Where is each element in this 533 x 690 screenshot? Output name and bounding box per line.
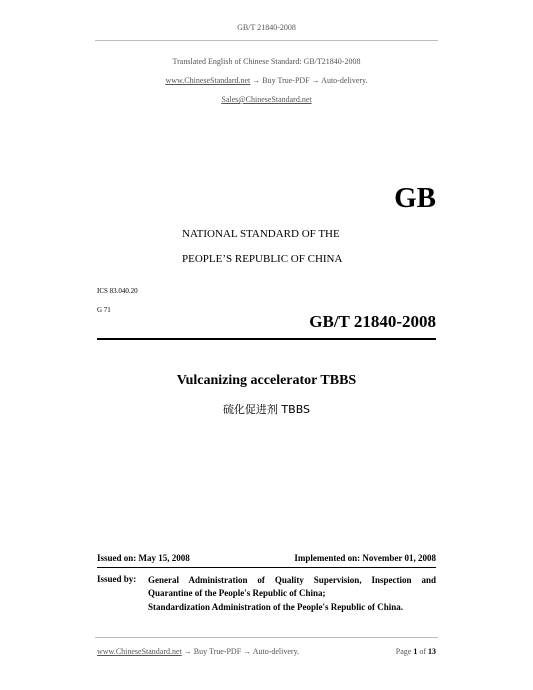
- footer-buy-text: → Buy True-PDF → Auto-delivery.: [181, 647, 300, 656]
- page-of: of: [419, 647, 426, 656]
- national-standard-line1: NATIONAL STANDARD OF THE: [182, 228, 340, 240]
- national-standard-line2: PEOPLE’S REPUBLIC OF CHINA: [182, 253, 343, 265]
- page-total: 13: [428, 647, 436, 656]
- page-word: Page: [395, 647, 412, 656]
- site-link[interactable]: www.ChineseStandard.net: [165, 76, 251, 85]
- title-chinese: 硫化促进剂 TBBS: [222, 403, 311, 416]
- footer-site-link[interactable]: www.ChineseStandard.net: [97, 647, 182, 656]
- buy-text: → Buy True-PDF → Auto-delivery.: [250, 76, 368, 85]
- sales-line: [0, 95, 533, 104]
- footer-promo: [97, 647, 299, 656]
- email-link[interactable]: Sales@ChineseStandard.net: [221, 95, 312, 104]
- header-divider: [95, 40, 438, 41]
- issuer-line2: Standardization Administration of the People's Republic of China.: [148, 602, 404, 612]
- issued-by-label: Issued by:: [97, 574, 137, 584]
- g-code: G 71: [97, 306, 111, 314]
- buy-line: [0, 76, 533, 85]
- dates-divider: [97, 567, 436, 568]
- gb-logo: GB: [394, 182, 436, 214]
- running-header: GB/T 21840-2008: [237, 23, 296, 32]
- implemented-date: Implemented on: November 01, 2008: [294, 553, 436, 563]
- page-counter: [396, 647, 436, 656]
- translated-notice: Translated English of Chinese Standard: GB/T21840-2008: [172, 57, 361, 66]
- standard-number: GB/T 21840-2008: [309, 312, 436, 331]
- ics-code: ICS 83.040.20: [97, 287, 138, 295]
- footer-divider: [95, 637, 438, 638]
- issuer-line1: General Administration of Quality Supervision, Inspection and Quarantine of the People's Republic of China;: [148, 575, 436, 598]
- issued-date: Issued on: May 15, 2008: [97, 553, 190, 563]
- title-english: Vulcanizing accelerator TBBS: [176, 373, 357, 388]
- page-current: 1: [413, 647, 418, 656]
- title-divider: [97, 338, 436, 340]
